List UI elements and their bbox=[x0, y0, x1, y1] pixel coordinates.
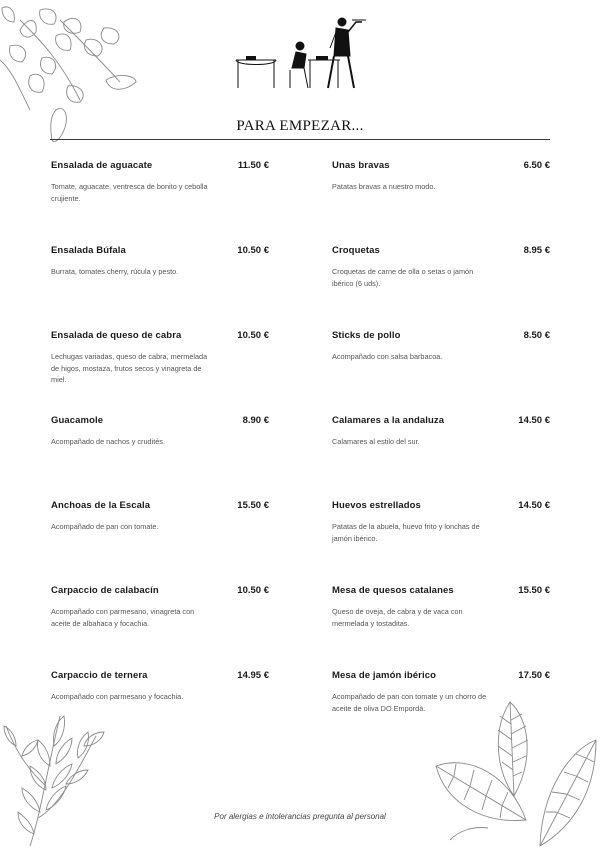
item-price: 11.50 € bbox=[237, 160, 269, 171]
item-name: Carpaccio de ternera bbox=[51, 670, 148, 681]
menu-item bbox=[332, 160, 550, 245]
item-description: Acompañado de pan con tomate. bbox=[51, 522, 159, 531]
menu-item bbox=[51, 500, 269, 585]
item-price: 14.50 € bbox=[518, 500, 550, 511]
item-description: Lechugas variadas, queso de cabra, mermelada de higos, mostaza, frutos secos y vinagreta de miel. bbox=[51, 352, 208, 384]
menu-item bbox=[332, 415, 550, 500]
menu-item bbox=[51, 245, 269, 330]
menu-item bbox=[332, 585, 550, 670]
item-description: Patatas bravas a nuestro modo. bbox=[332, 182, 436, 191]
menu-item bbox=[51, 585, 269, 670]
item-description: Burrata, tomates cherry, rúcula y pesto. bbox=[51, 267, 179, 276]
item-name: Mesa de jamón ibérico bbox=[332, 670, 436, 681]
item-description: Acompañado de nachos y crudités. bbox=[51, 437, 165, 446]
section-title: PARA EMPEZAR... bbox=[236, 118, 364, 134]
item-price: 14.95 € bbox=[237, 670, 269, 681]
item-price: 17.50 € bbox=[518, 670, 550, 681]
item-description: Croquetas de carne de olla o setas o jamón ibérico (6 uds). bbox=[332, 267, 474, 288]
item-name: Anchoas de la Escala bbox=[51, 500, 151, 511]
menu-item bbox=[51, 330, 269, 415]
olive-branch-bottom-left bbox=[0, 706, 110, 848]
section-divider bbox=[50, 139, 550, 140]
item-name: Mesa de quesos catalanes bbox=[332, 585, 454, 596]
item-price: 10.50 € bbox=[237, 330, 269, 341]
allergy-note: Por alergias e intolerancias pregunta al personal bbox=[214, 812, 386, 821]
item-price: 6.50 € bbox=[523, 160, 550, 171]
item-name: Unas bravas bbox=[332, 160, 390, 171]
item-price: 14.50 € bbox=[518, 415, 550, 426]
item-price: 15.50 € bbox=[518, 585, 550, 596]
menu-item bbox=[332, 245, 550, 330]
item-name: Huevos estrellados bbox=[332, 500, 421, 511]
menu-column-left bbox=[51, 160, 269, 755]
menu-item bbox=[332, 330, 550, 415]
item-name: Ensalada de queso de cabra bbox=[51, 330, 182, 341]
menu-item bbox=[332, 500, 550, 585]
item-name: Croquetas bbox=[332, 245, 380, 256]
item-description: Acompañado con salsa barbacoa. bbox=[332, 352, 443, 361]
menu-column-right bbox=[332, 160, 550, 755]
item-name: Ensalada de aguacate bbox=[51, 160, 153, 171]
menu-item bbox=[51, 160, 269, 245]
item-price: 8.95 € bbox=[523, 245, 550, 256]
item-price: 8.50 € bbox=[523, 330, 550, 341]
item-name: Carpaccio de calabacín bbox=[51, 585, 159, 596]
item-name: Guacamole bbox=[51, 415, 104, 426]
item-description: Patatas de la abuela, huevo frito y lonchas de jamón ibérico. bbox=[332, 522, 480, 543]
item-name: Ensalada Búfala bbox=[51, 245, 126, 256]
item-price: 15.50 € bbox=[237, 500, 269, 511]
item-description: Tomate, aguacate, ventresca de bonito y cebolla crujiente. bbox=[51, 182, 208, 203]
item-description: Acompañado con parmesano y focachia. bbox=[51, 692, 184, 701]
item-description: Calamares al estilo del sur. bbox=[332, 437, 420, 446]
item-name: Sticks de pollo bbox=[332, 330, 401, 341]
item-price: 8.90 € bbox=[242, 415, 269, 426]
restaurant-illustration bbox=[230, 8, 370, 93]
item-price: 10.50 € bbox=[237, 585, 269, 596]
menu-item bbox=[51, 415, 269, 500]
item-description: Acompañado de pan con tomate y un chorro de aceite de oliva DO Empordà. bbox=[332, 692, 487, 713]
leaves-bottom-right bbox=[430, 700, 600, 848]
item-description: Queso de oveja, de cabra y de vaca con mermelada y tostaditas. bbox=[332, 607, 463, 628]
item-name: Calamares a la andaluza bbox=[332, 415, 445, 426]
item-description: Acompañado con parmesano, vinagreta con aceite de albahaca y focachia. bbox=[51, 607, 195, 628]
item-price: 10.50 € bbox=[237, 245, 269, 256]
